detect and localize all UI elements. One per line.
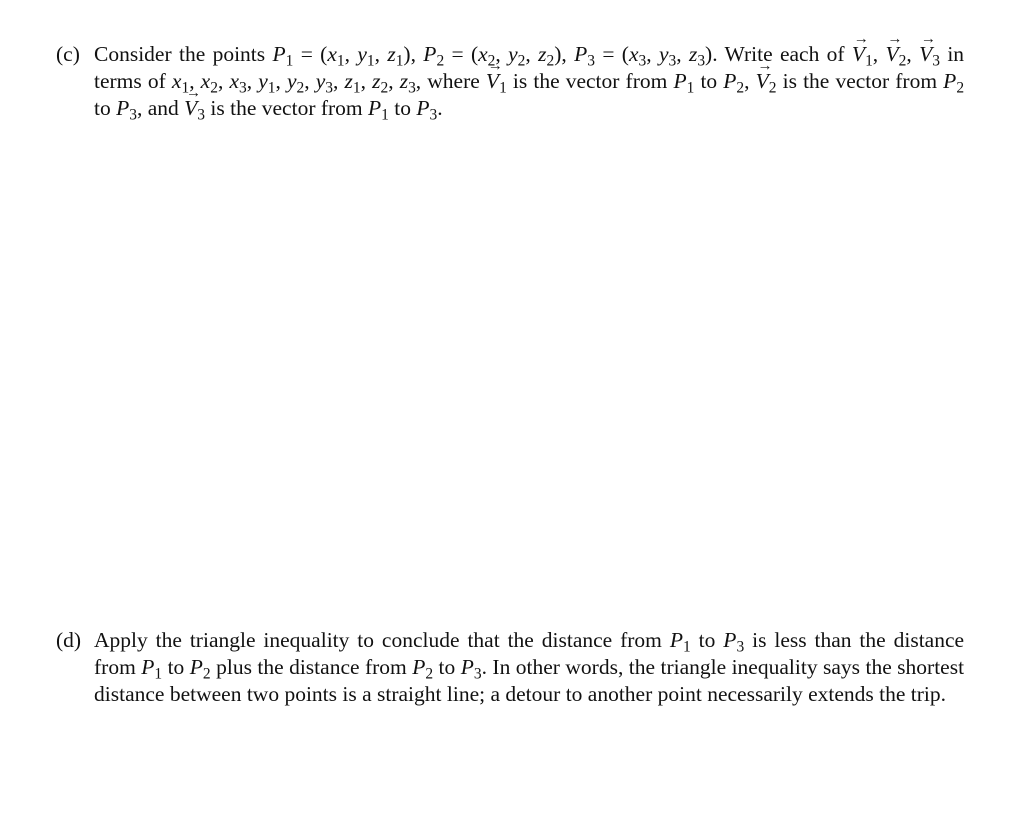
- part-d-text-2: to: [698, 628, 716, 652]
- part-c-label: (c): [56, 42, 80, 66]
- part-d-label: (d): [56, 628, 82, 652]
- problem-part-d: [56, 627, 964, 708]
- part-c-write-text: Write each of: [724, 42, 845, 66]
- part-d-text-4: to: [167, 655, 185, 679]
- part-c-v1-definition: is the vector from: [512, 69, 668, 93]
- part-c-body: Consider the points $P_1 = (x_1$, $y_1$, $z_1$), $P_2 = (x_2$, $y_2$, $z_2$), $P_3 = (x_3$, $y_3$, $z_3$). Write each of → $V_1$, → $V_2$, → $V_3$ in terms of $x_1$, $x_2$, $x_3$, $y_1$, $y_2$, $y_3$, $z_1$, $z_2$, $z_3$, where → $V_1$ is the vector from $P_1$ to $P_2$, → $V_2$ is the vector from $P_2$ to $P_3$, and → $V_3$ is the vector from $P_1$ to $P_3$.: [94, 41, 964, 122]
- part-d-body: Apply the triangle inequality to conclude that the distance from $P_1$ to $P_3$ is less than the distance from $P_1$ to $P_2$ plus the distance from $P_2$ to $P_3$. In other words, the triangle inequality says the shortest distance between two points is a straight line; a detour to another point necessarily extends the trip.: [94, 628, 965, 706]
- part-d-text-6: to: [438, 655, 456, 679]
- part-c-to-text: to: [94, 96, 111, 120]
- part-c-to-text: to: [394, 96, 412, 120]
- part-c-v3-definition: is the vector from: [210, 96, 363, 120]
- problem-part-c: [56, 41, 964, 122]
- part-c-where-text: where: [427, 69, 480, 93]
- part-c-to-text: to: [700, 69, 718, 93]
- part-c-intro-text: Consider the points: [94, 42, 266, 66]
- part-d-text-3: is less than the distance from: [94, 628, 965, 679]
- part-d-text-5: plus the distance from: [216, 655, 407, 679]
- part-d-text-7: . In other words, the triangle inequality says the shortest distance between two points is a straight line; a detour to another point necessarily extends the trip.: [94, 655, 965, 706]
- part-d-text-1: Apply the triangle inequality to conclude that the distance from: [94, 628, 662, 652]
- part-c-and-text: and: [147, 96, 179, 120]
- part-c-v2-definition: is the vector from: [782, 69, 938, 93]
- part-c-in-terms-text: in terms of: [94, 42, 965, 93]
